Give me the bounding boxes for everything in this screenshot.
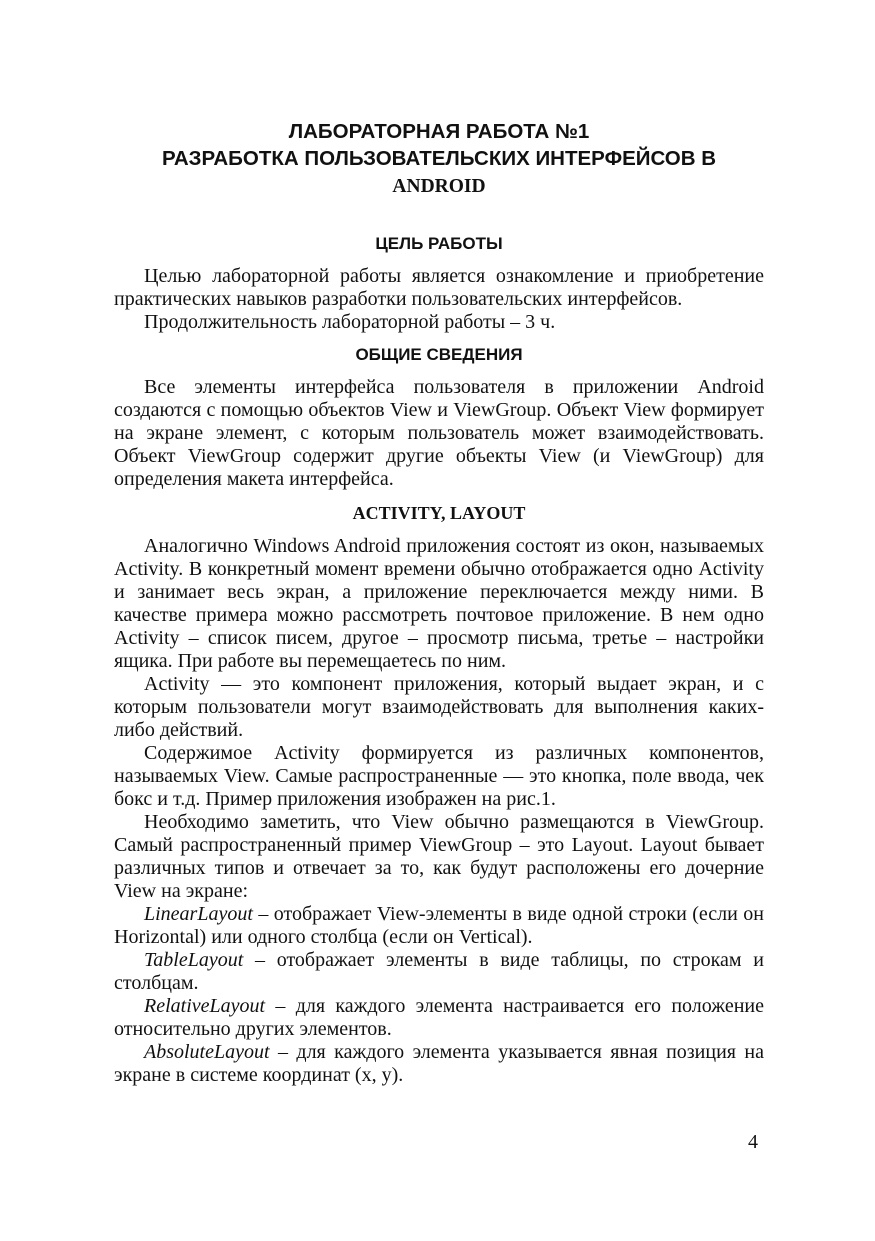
- title-line-2: РАЗРАБОТКА ПОЛЬЗОВАТЕЛЬСКИХ ИНТЕРФЕЙСОВ В: [161, 147, 717, 170]
- section-heading-general: ОБЩИЕ СВЕДЕНИЯ: [355, 345, 523, 364]
- layout-term: AbsoluteLayout: [144, 1041, 270, 1063]
- layout-definition-table: [114, 949, 764, 995]
- goal-paragraph-2: Продолжительность лабораторной работы – 3 ч.: [144, 311, 556, 333]
- layout-description: – отображает View-элементы в виде одной строки (если он Horizontal) или одного столбца (если он Vertical).: [114, 903, 764, 948]
- general-paragraph-1: Все элементы интерфейса пользователя в приложении Android создаются с помощью объектов View и ViewGroup. Объект View формирует на экране элемент, с которым пользователь может взаимодействовать. Объект ViewGroup содержит другие объекты View (и ViewGroup) для определения макета интерфейса.: [114, 376, 764, 490]
- goal-paragraph-1: Целью лабораторной работы является ознакомление и приобретение практических навыков разработки пользовательских интерфейсов.: [114, 265, 764, 310]
- layout-description: – для каждого элемента указывается явная позиция на экране в системе координат (x, y).: [114, 1041, 764, 1086]
- layout-definition-linear: [114, 903, 764, 949]
- layout-term: TableLayout: [144, 949, 244, 971]
- section-heading-goal: ЦЕЛЬ РАБОТЫ: [375, 234, 503, 253]
- activity-paragraph-3: Содержимое Activity формируется из различных компонентов, называемых View. Самые распространенные — это кнопка, поле ввода, чек бокс и т.д. Пример приложения изображен на рис.1.: [114, 742, 764, 810]
- page-title: [114, 118, 764, 200]
- layout-definition-absolute: [114, 1041, 764, 1087]
- activity-paragraph-1: Аналогично Windows Android приложения состоят из окон, называемых Activity. В конкретный момент времени обычно отображается одно Activity и занимает весь экран, а приложение переключается между ними. В качестве примера можно рассмотреть почтовое приложение. В нем одно Activity – список писем, другое – просмотр письма, третье – настройки ящика. При работе вы перемещаетесь по ним.: [114, 535, 764, 672]
- section-heading-activity: ACTIVITY, LAYOUT: [352, 503, 526, 523]
- layout-term: RelativeLayout: [144, 995, 266, 1017]
- layout-definition-relative: [114, 995, 764, 1041]
- layout-description: – отображает элементы в виде таблицы, по строкам и столбцам.: [114, 949, 764, 994]
- page-number: 4: [748, 1131, 758, 1153]
- layout-term: LinearLayout: [144, 903, 253, 925]
- activity-paragraph-4: Необходимо заметить, что View обычно размещаются в ViewGroup. Самый распространенный пример ViewGroup – это Layout. Layout бывает различных типов и отвечает за то, как будут расположены его дочерние View на экране:: [114, 811, 764, 902]
- title-line-3: ANDROID: [392, 176, 486, 197]
- document-page: [114, 118, 764, 1087]
- activity-paragraph-2: Activity — это компонент приложения, который выдает экран, и с которым пользователи могут взаимодействовать для выполнения каких-либо действий.: [114, 673, 764, 741]
- title-line-1: ЛАБОРАТОРНАЯ РАБОТА №1: [288, 120, 590, 143]
- layout-description: – для каждого элемента настраивается его положение относительно других элементов.: [114, 995, 764, 1040]
